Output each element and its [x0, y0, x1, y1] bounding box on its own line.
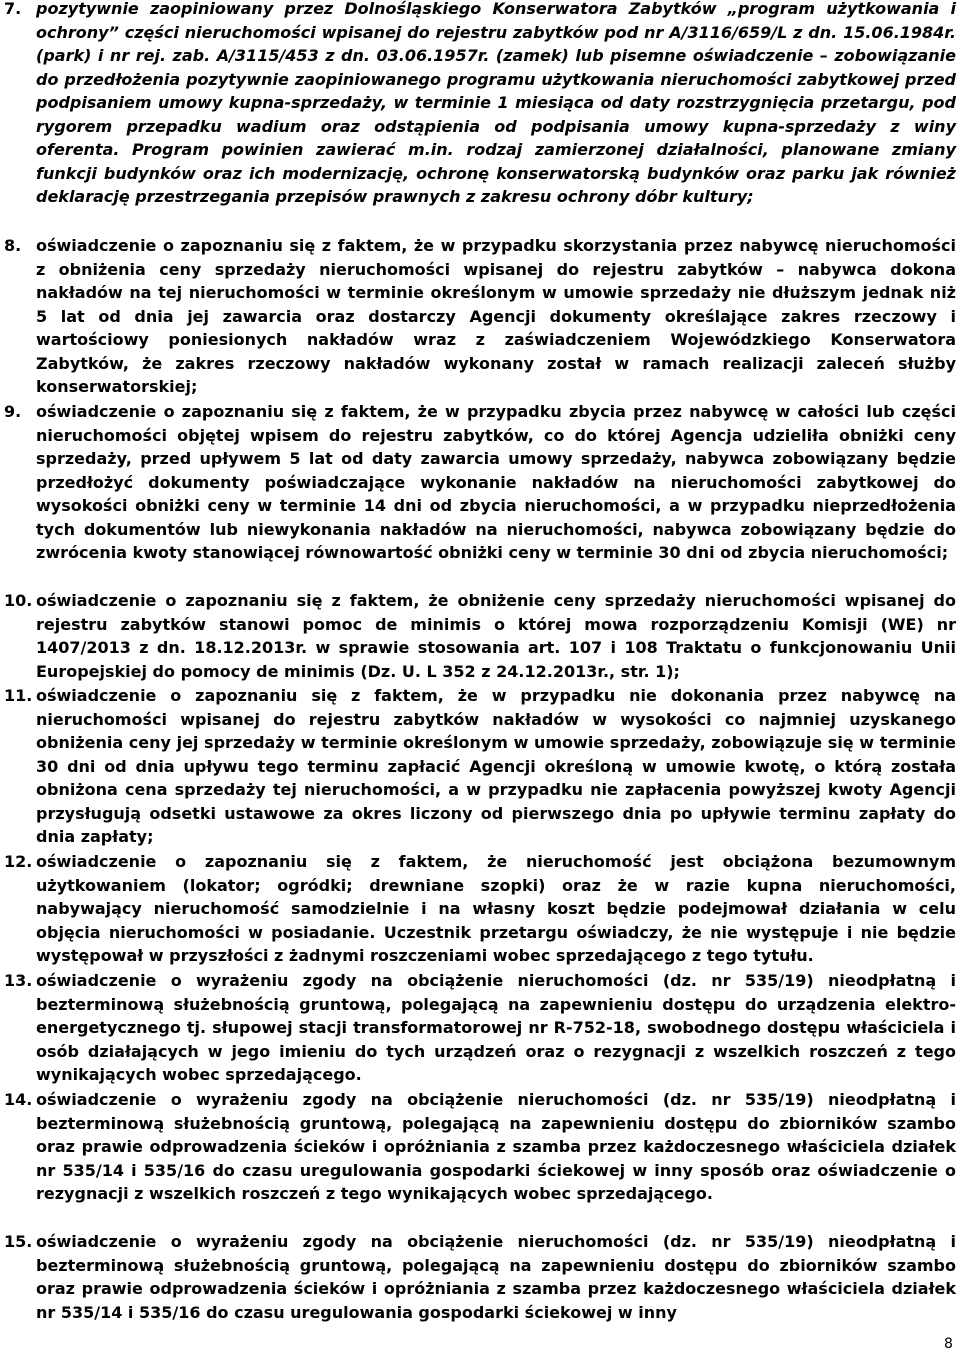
- list-item-number: 11.: [4, 686, 33, 705]
- list-item-text: oświadczenie o wyrażeniu zgody na obciążenie nieruchomości (dz. nr 535/19) nieodpłatną i bezterminową służebnością gruntową, polegającą na zapewnieniu dostępu do zbiorników szambo oraz prawie odprowadzenia ścieków i opróżniania z szamba przez każdoczesnego właściciela działek nr 535/14 i 535/16 do czasu uregulowania gospodarki ściekowej w inny: [36, 1232, 956, 1322]
- list-item-text: oświadczenie o wyrażeniu zgody na obciążenie nieruchomości (dz. nr 535/19) nieodpłatną i bezterminową służebnością gruntową, polegającą na zapewnieniu dostępu do zbiorników szambo oraz prawie odprowadzenia ścieków i opróżniania z szamba przez każdoczesnego właściciela działek nr 535/14 i 535/16 do czasu uregulowania gospodarki ściekowej w inny sposób oraz oświadczenie o rezygnacji z wszelkich roszczeń z tego wynikających wobec sprzedającego.: [36, 1090, 956, 1203]
- list-item-number: 9.: [4, 402, 22, 421]
- list-item-text: oświadczenie o zapoznaniu się z faktem, że w przypadku nie dokonania przez nabywcę na nieruchomości wpisanej do rejestru zabytków nakładów w wysokości co najmniej uzyskanego obniżenia ceny jej sprzedaży w terminie określonym w umowie sprzedaży, zobowiązuje się w terminie 30 dni od dnia upływu tego terminu zapłacić Agencji określoną w umowie kwotę, o którą została obniżona cena sprzedaży tej nieruchomości, a w przypadku nie zapłacenia powyższej kwoty Agencji przysługują odsetki ustawowe za okres liczony od pierwszego dnia po upływie terminu zapłaty do dnia zapłaty;: [36, 686, 956, 846]
- list-item-number: 8.: [4, 236, 22, 255]
- list-item-number: 13.: [4, 971, 33, 990]
- list-item-number: 10.: [4, 591, 33, 610]
- list-item-text: oświadczenie o zapoznaniu się z faktem, że w przypadku zbycia przez nabywcę w całości lub części nieruchomości objętej wpisem do rejestru zabytków, co do której Agencja udzieliła obniżki ceny sprzedaży, przed upływem 5 lat od daty zawarcia umowy sprzedaży, nabywca zobowiązany będzie przedłożyć dokumenty poświadczające wykonanie nakładów na nieruchomości zabytkowej do wysokości obniżki ceny w terminie 14 dni od zbycia nieruchomości, a w przypadku nieprzedłożenia tych dokumentów lub niewykonania nakładów na nieruchomości, nabywca zobowiązany będzie do zwrócenia kwoty stanowiącej równowartość obniżki ceny w terminie 30 dni od zbycia nieruchomości;: [36, 402, 956, 562]
- page-number: 8: [944, 1336, 953, 1352]
- list-item-text: oświadczenie o zapoznaniu się z faktem, że w przypadku skorzystania przez nabywcę nieruchomości z obniżenia ceny sprzedaży nieruchomości wpisanej do rejestru zabytków – nabywca dokona nakładów na tej nieruchomości w terminie określonym w umowie sprzedaży nie dłuższym jednak niż 5 lat od dnia jej zawarcia oraz dostarczy Agencji dokumenty określające zakres rzeczowy i wartościowy poniesionych nakładów wraz z zaświadczeniem Wojewódzkiego Konserwatora Zabytków, że zakres rzeczowy nakładów wykonany został w ramach realizacji zaleceń służby konserwatorskiej;: [36, 236, 956, 396]
- list-item-text: oświadczenie o zapoznaniu się z faktem, że nieruchomość jest obciążona bezumownym użytkowaniem (lokator; ogródki; drewniane szopki) oraz że w razie kupna nieruchomości, nabywający nieruchomość samodzielnie i na własny koszt będzie podejmował działania w celu objęcia nieruchomości w posiadanie. Uczestnik przetargu oświadczy, że nie występuje i nie będzie występował w przyszłości z żadnymi roszczeniami wobec sprzedającego z tego tytułu.: [36, 852, 956, 965]
- list-item-text: oświadczenie o zapoznaniu się z faktem, że obniżenie ceny sprzedaży nieruchomości wpisanej do rejestru zabytków stanowi pomoc de minimis o której mowa rozporządzeniu Komisji (WE) nr 1407/2013 z dn. 18.12.2013r. w sprawie stosowania art. 107 i 108 Traktatu o funkcjonowaniu Unii Europejskiej do pomocy de minimis (Dz. U. L 352 z 24.12.2013r., str. 1);: [36, 591, 956, 681]
- list-item-number: 14.: [4, 1090, 33, 1109]
- list-item-text: oświadczenie o wyrażeniu zgody na obciążenie nieruchomości (dz. nr 535/19) nieodpłatną i bezterminową służebnością gruntową, polegającą na zapewnieniu dostępu do urządzenia elektro-energetycznego tj. słupowej stacji transformatorowej nr R-752-18, swobodnego dostępu właściciela i osób działających w jego imieniu do tych urządzeń oraz o rezygnacji z wszelkich roszczeń z tego wynikających wobec sprzedającego.: [36, 971, 956, 1084]
- list-item-text: pozytywnie zaopiniowany przez Dolnośląskiego Konserwatora Zabytków „program użytkowania i ochrony” części nieruchomości wpisanej do rejestru zabytków pod nr A/3116/659/L z dn. 15.06.1984r. (park) i nr rej. zab. A/3115/453 z dn. 03.06.1957r. (zamek) lub pisemne oświadczenie – zobowiązanie do przedłożenia pozytywnie zaopiniowanego programu użytkowania nieruchomości zabytkowej przed podpisaniem umowy kupna-sprzedaży, w terminie 1 miesiąca od daty rozstrzygnięcia przetargu, pod rygorem przepadku wadium oraz odstąpienia od podpisania umowy kupna-sprzedaży z winy oferenta. Program powinien zawierać m.in. rodzaj zamierzonej działalności, planowane zmiany funkcji budynków oraz ich modernizację, ochronę konserwatorską budynków oraz parku jak również deklarację przestrzegania przepisów prawnych z zakresu ochrony dóbr kultury;: [36, 0, 956, 206]
- list-item-number: 15.: [4, 1232, 33, 1251]
- list-item-number: 7.: [4, 0, 22, 18]
- list-item-number: 12.: [4, 852, 33, 871]
